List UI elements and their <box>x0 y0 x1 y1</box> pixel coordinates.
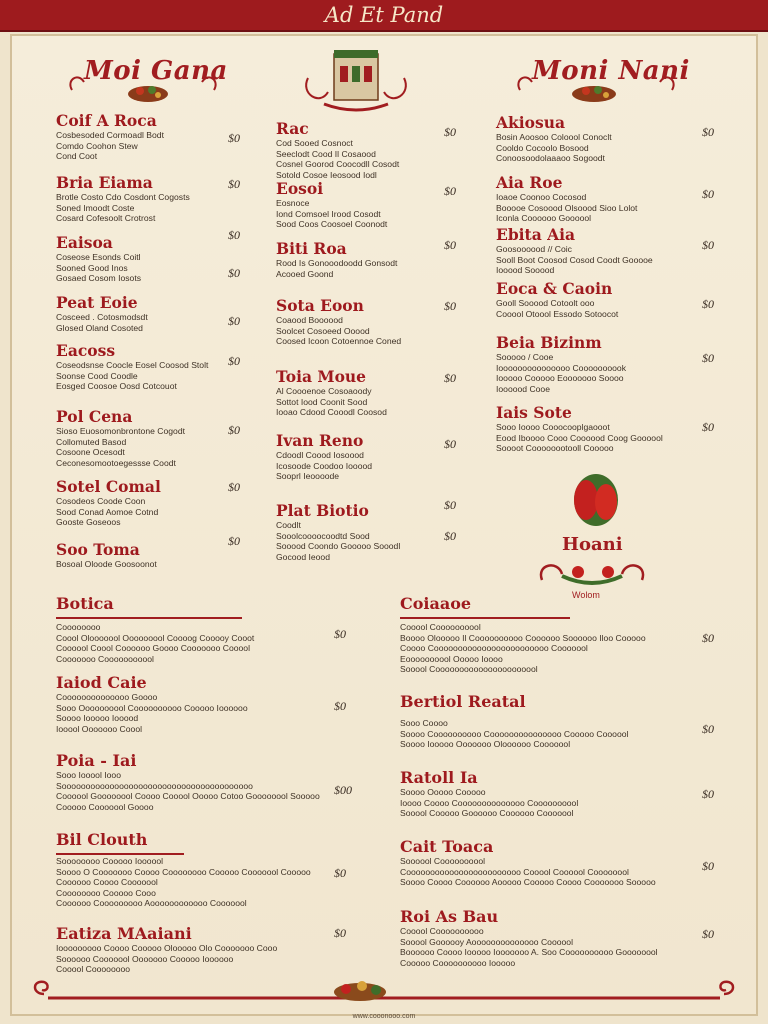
menu-item: Coooooooo Coool Olooooool Ooooooool Coooog Cooooy Cooot Coooool Coool Coooooo Goooo Cooooooo Cooool Cooooooo Cooooooooool <box>56 622 255 664</box>
item-price: $0 <box>334 866 346 880</box>
menu-item: Coooooooooooooo Goooo Sooo Oooooooool Coooooooooo Cooooo Ioooooo Soooo Iooooo Iooood Iooool Ooooooo Coool <box>56 692 248 734</box>
menu-item: Sooo Coooo Soooo Coooooooooo Cooooooooooooooo Cooooo Coooool Soooo Iooooo Ooooooo Oloooooo Cooooool <box>400 718 629 749</box>
menu-item: Peat Eoie Cosceed . Cotosmodsdt Glosed Oland Cosoted <box>56 293 148 333</box>
item-price: $0 <box>334 699 346 713</box>
menu-item: Sooo Iooool Iooo Soooooooooooooooooooooooooooooooooooooooo Coooool Goooooool Coooo Cooool Ooooo Cotoo Goooooool Sooooo Cooooo Cooooool Goooo <box>56 770 320 812</box>
right-swirl-icon <box>512 64 682 108</box>
item-price: $0 <box>444 125 456 139</box>
menu-item: Sotel Comal Cosodeos Coode Coon Sood Conad Aomoe Cotnd Gooste Goseoos <box>56 477 161 527</box>
menu-item: Bria Eiama Brotle Costo Cdo Cosdont Cogosts Soned Imoodt Coste Cosard Cofesoolt Crotrost <box>56 173 190 223</box>
section-title: Coiaaoe <box>400 595 570 619</box>
building-emblem-icon <box>300 44 412 116</box>
item-price: $0 <box>702 187 714 201</box>
item-price: $0 <box>444 184 456 198</box>
section-title: Bil Clouth <box>56 831 184 855</box>
item-price: $0 <box>702 787 714 801</box>
menu-item: Eaisoa Coseose Esonds Coitl Sooned Good Inos Gosaed Cosom Iosots <box>56 233 142 283</box>
right-title: Moni Nani <box>532 56 690 86</box>
item-price: $0 <box>444 529 456 543</box>
item-price: $0 <box>444 371 456 385</box>
left-title: Moi Gana <box>84 56 228 86</box>
menu-item: Toia Moue Al Coooenoe Cosoaoody Sottot Iood Coonit Sood Iooao Cdood Cooodl Coosod <box>276 367 387 417</box>
section-title: Ratoll Ia <box>400 768 478 787</box>
item-price: $0 <box>444 238 456 252</box>
section-title: Iaiod Caie <box>56 673 147 692</box>
item-price: $00 <box>334 783 352 797</box>
logo-label: Hoani <box>562 534 623 555</box>
item-price: $0 <box>444 299 456 313</box>
item-price: $0 <box>228 534 240 548</box>
section-title: Roi As Bau <box>400 907 499 926</box>
menu-item: Eosoi Eosnoce Iond Comsoel Irood Cosodt Sood Coos Coosoel Coonodt <box>276 179 388 229</box>
menu-item: Rac Cod Sooed Cosnoct Seeclodt Cood Il Cosaood Cosnel Goorod Coocodll Cosodt Sotold Cosoe Ieosood Iodl <box>276 119 400 180</box>
menu-item: Soooo Ooooo Cooooo Ioooo Coooo Coooooooooooooo Coooooooool Sooool Cooooo Goooooo Coooooo Cooooool <box>400 787 579 818</box>
menu-item: Biti Roa Rood Is Gonooodoodd Gonsodt Acooed Goond <box>276 239 398 279</box>
menu-item: Soo Toma Bosoal Oloode Goosoonot <box>56 540 157 569</box>
item-price: $0 <box>702 297 714 311</box>
item-price: $0 <box>334 627 346 641</box>
menu-item: Pol Cena Sioso Euosomonbrontone Cogodt Collomuted Basod Cosoone Ocesodt Ceconesomootoegessse Coodt <box>56 407 185 468</box>
item-price: $0 <box>702 722 714 736</box>
item-price: $0 <box>702 927 714 941</box>
item-price: $0 <box>228 177 240 191</box>
menu-item: Soooool Coooooooool Coooooooooooooooooooooooo Cooool Coooool Coooooool Soooo Coooo Coooooo Aooooo Cooooo Coooo Cooooooo Sooooo <box>400 856 656 887</box>
item-price: $0 <box>702 351 714 365</box>
section-title: Eatiza MAaiani <box>56 924 192 943</box>
menu-item: Plat Biotio Coodlt Sooolcoooocoodtd Sood Sooood Coondo Gooooo Sooodl Gocood Ieood <box>276 501 401 562</box>
footer-note: www.cooonooo.com <box>352 1013 416 1020</box>
menu-item: Sota Eoon Coaood Boooood Soolcet Cosoeed Ooood Coosed Icoon Cotoennoe Coned <box>276 296 402 346</box>
menu-item: Eoca & Caoin Gooll Sooood Cotoolt ooo Cooool Otoool Essodo Sotoocot <box>496 279 619 319</box>
item-price: $0 <box>228 354 240 368</box>
section-title: Cait Toaca <box>400 837 494 856</box>
item-price: $0 <box>228 131 240 145</box>
banner-title: Ad Et Pand <box>324 3 444 27</box>
item-price: $0 <box>444 498 456 512</box>
section-title: Poia - Iai <box>56 751 137 770</box>
item-price: $0 <box>702 631 714 645</box>
menu-item: Iooooooooo Coooo Cooooo Olooooo Olo Cooooooo Cooo Soooooo Cooooool Ooooooo Cooooo Ioooooo Cooool Coooooooo <box>56 943 278 974</box>
menu-item: Cooool Coooooooooo Sooool Goooooy Aoooooooooooooo Coooool Boooooo Coooo Iooooo Iooooooo A. Soo Coooooooooo Goooooool Cooooo Coooooooooo Iooooo <box>400 926 658 968</box>
menu-item: Ebita Aia Goosoooood // Coic Sooll Boot Coosod Cosod Coodt Gooooe Iooood Sooood <box>496 225 653 275</box>
logo-sublabel: Wolom <box>572 590 600 600</box>
item-price: $0 <box>702 238 714 252</box>
left-swirl-icon <box>64 64 224 108</box>
item-price: $0 <box>334 926 346 940</box>
item-price: $0 <box>228 423 240 437</box>
menu-item: Coif A Roca Cosbesoded Cormoadl Bodt Comdo Coohon Stew Cond Coot <box>56 111 164 161</box>
menu-item: Cooool Coooooooool Boooo Olooooo Il Coooooooooo Coooooo Soooooo Iloo Cooooo Coooo Coooooooooooooooooooooooo Cooooool Eoooooooool Ooooo Ioooo Sooool Coooooooooooooooooooool <box>400 622 646 674</box>
menu-item: Eacoss Coseodsnse Coocle Eosel Coosod Stolt Soonse Cood Coodle Eosged Coosoe Oosd Cotcouot <box>56 341 209 391</box>
item-price: $0 <box>228 480 240 494</box>
top-banner <box>0 0 768 32</box>
menu-item: Ivan Reno Cdoodl Coood Iosoood Icosoode Coodoo Iooood Sooprl Ieoooode <box>276 431 373 481</box>
bottom-border-ornament-icon <box>28 972 740 1008</box>
item-price: $0 <box>702 420 714 434</box>
item-price: $0 <box>702 125 714 139</box>
menu-item: Soooooooo Cooooo Ioooool Soooo O Cooooooo Coooo Coooooooo Cooooo Cooooool Cooooo Coooooo Coooo Cooooool Coooooooo Cooooo Cooo Coooooo Cooooooooo Aoooooooooooo Cooooool <box>56 856 311 908</box>
item-price: $0 <box>228 314 240 328</box>
section-title: Bertiol Reatal <box>400 692 526 711</box>
item-price: $0 <box>228 228 240 242</box>
item-price: $0 <box>702 859 714 873</box>
menu-item: Iais Sote Sooo Ioooo Cooocooplgaooot Eood Iboooo Cooo Coooood Coog Goooool Soooot Coooooootooll Cooooo <box>496 403 663 453</box>
section-title: Botica <box>56 595 242 619</box>
menu-item: Beia Bizinm Sooooo / Cooe Iooooooooooooooo Coooooooook Iooooo Cooooo Eooooooo Soooo Ioooood Cooe <box>496 333 626 394</box>
menu-item: Akiosua Bosin Aoosoo Coloool Conoclt Cooldo Cocoolo Bosood Conoosoodolaaaoo Sogoodt <box>496 113 612 163</box>
item-price: $0 <box>228 266 240 280</box>
menu-item: Aia Roe Ioaoe Coonoo Cocosod Booooe Cosoood Olsoood Sioo Lolot Iconla Coooooo Goooool <box>496 173 638 223</box>
item-price: $0 <box>444 437 456 451</box>
